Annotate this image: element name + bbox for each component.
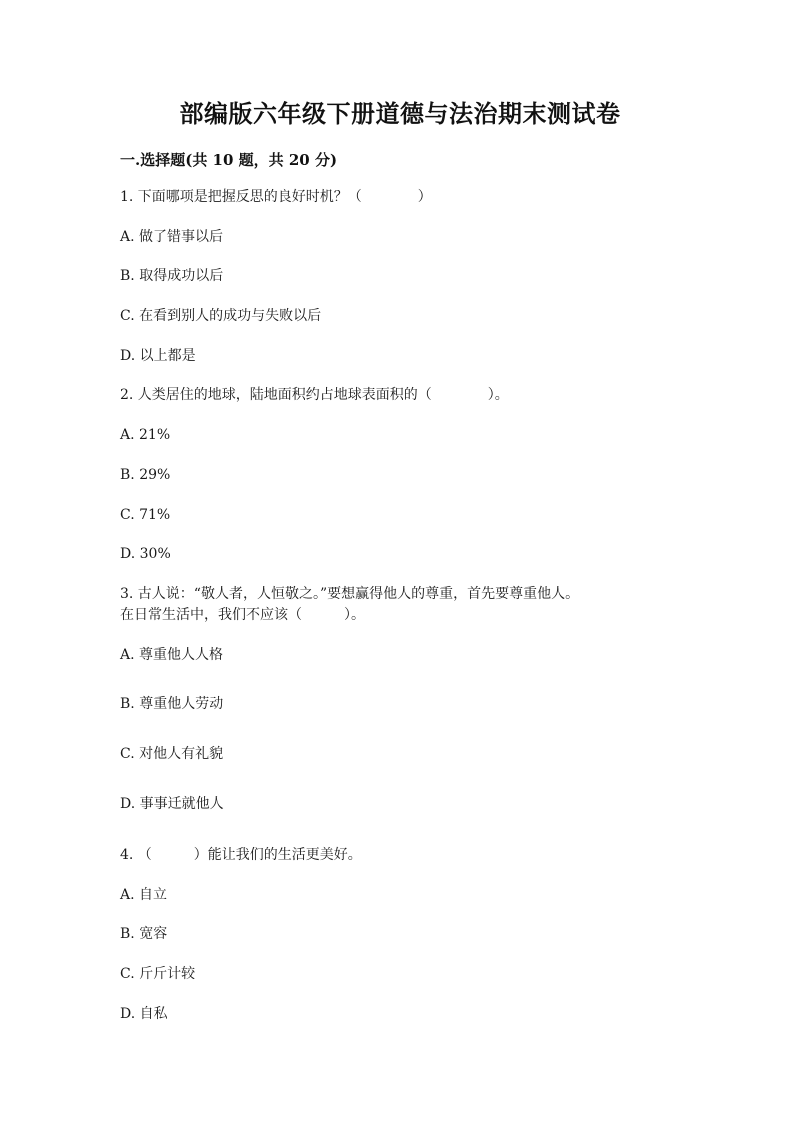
question-3-option-a: A. 尊重他人人格 bbox=[120, 647, 224, 663]
question-4-option-b: B. 宽容 bbox=[120, 926, 168, 942]
question-3-stem-line-1: 3. 古人说：“敬人者，人恒敬之。”要想赢得他人的尊重，首先要尊重他人。 bbox=[120, 586, 580, 602]
question-1-option-c: C. 在看到别人的成功与失败以后 bbox=[120, 308, 322, 324]
question-1-option-d: D. 以上都是 bbox=[120, 348, 196, 364]
question-1-option-b: B. 取得成功以后 bbox=[120, 268, 224, 284]
question-4-option-c: C. 斤斤计较 bbox=[120, 966, 196, 982]
question-1-option-a: A. 做了错事以后 bbox=[120, 229, 224, 245]
question-1-stem: 1. 下面哪项是把握反思的良好时机？（ ） bbox=[120, 189, 432, 205]
question-3-option-c: C. 对他人有礼貌 bbox=[120, 746, 224, 762]
question-2-option-d: D. 30% bbox=[120, 546, 171, 562]
question-3-option-b: B. 尊重他人劳动 bbox=[120, 696, 224, 712]
question-4-stem: 4. （ ）能让我们的生活更美好。 bbox=[120, 847, 362, 863]
question-4-option-d: D. 自私 bbox=[120, 1006, 168, 1022]
section-heading: 一.选择题(共 10 题，共 20 分) bbox=[120, 151, 338, 169]
question-2-option-c: C. 71% bbox=[120, 507, 171, 523]
question-2-option-a: A. 21% bbox=[120, 427, 171, 443]
question-3-option-d: D. 事事迁就他人 bbox=[120, 796, 224, 812]
page-title: 部编版六年级下册道德与法治期末测试卷 bbox=[179, 99, 621, 128]
question-2-option-b: B. 29% bbox=[120, 467, 171, 483]
question-2-stem: 2. 人类居住的地球，陆地面积约占地球表面积的（ ）。 bbox=[120, 387, 509, 403]
question-3-stem-line-2: 在日常生活中，我们不应该（ ）。 bbox=[120, 607, 365, 623]
question-4-option-a: A. 自立 bbox=[120, 887, 168, 903]
